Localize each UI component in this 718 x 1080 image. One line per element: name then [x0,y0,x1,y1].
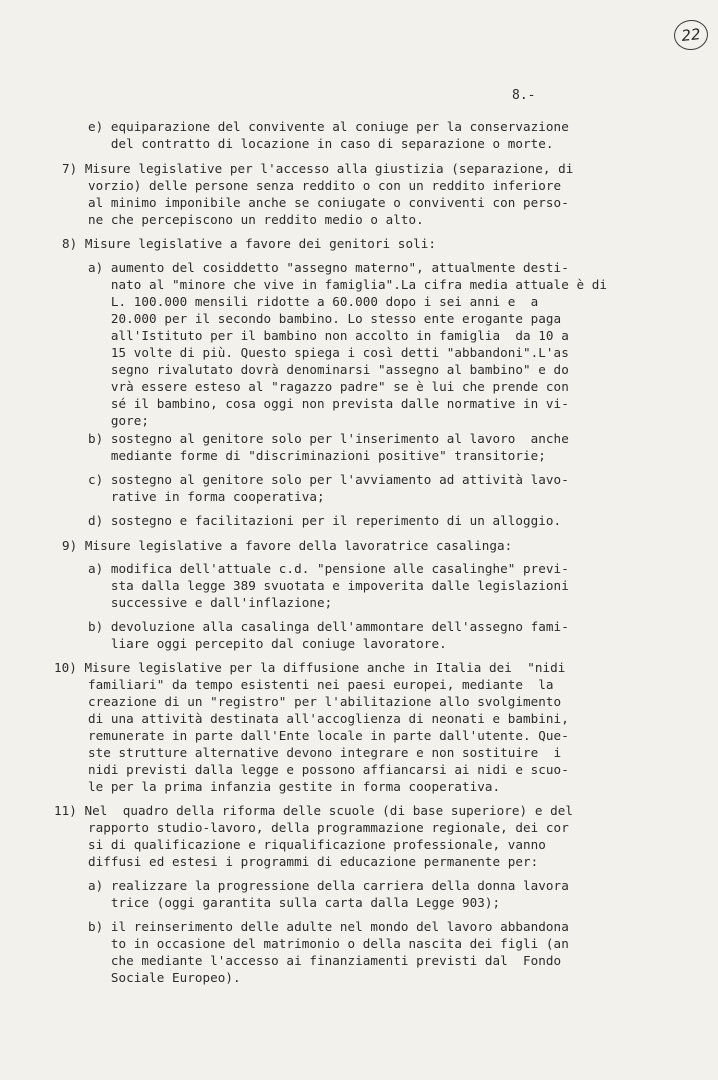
text-line: 15 volte di più. Questo spiega i così detti "abbandoni".L'as [88,345,569,360]
text-line: ne che percepiscono un reddito medio o alto. [88,212,424,227]
text-line: 7) Misure legislative per l'accesso alla giustizia (separazione, di [62,161,574,176]
text-line: successive e dall'inflazione; [88,595,333,610]
text-line: ste strutture alternative devono integrare e non sostituire i [88,745,562,760]
text-line: a) modifica dell'attuale c.d. "pensione alle casalinghe" previ- [88,561,569,576]
text-line: che mediante l'accesso ai finanziamenti previsti dal Fondo [88,953,562,968]
text-line: 20.000 per il secondo bambino. Lo stesso ente erogante paga [88,311,562,326]
text-line: to in occasione del matrimonio o della nascita dei figli (an [88,936,569,951]
text-line: familiari" da tempo esistenti nei paesi europei, mediante la [88,677,554,692]
text-line: rative in forma cooperativa; [88,489,325,504]
text-line: b) il reinserimento delle adulte nel mondo del lavoro abbandona [88,919,569,934]
text-line: sta dalla legge 389 svuotata e impoverita dalle legislazioni [88,578,569,593]
text-line: a) realizzare la progressione della carriera della donna lavora [88,878,569,893]
page-stamp: 22 [673,18,710,51]
text-line: L. 100.000 mensili ridotte a 60.000 dopo i sei anni e a [88,294,539,309]
text-line: all'Istituto per il bambino non accolto in famiglia da 10 a [88,328,569,343]
text-line: diffusi ed estesi i programmi di educazione permanente per: [88,854,539,869]
text-line: liare oggi percepito dal coniuge lavoratore. [88,636,447,651]
text-line: b) devoluzione alla casalinga dell'ammontare dell'assegno fami- [88,619,569,634]
text-line: di una attività destinata all'accoglienza di neonati e bambini, [88,711,569,726]
page-number: 8.- [512,88,536,103]
text-line: nidi previsti dalla legge e possono affiancarsi ai nidi e scuo- [88,762,569,777]
text-line: sé il bambino, cosa oggi non prevista dalle normative in vi- [88,396,569,411]
text-line: a) aumento del cosiddetto "assegno materno", attualmente desti- [88,260,569,275]
text-line: b) sostegno al genitore solo per l'inserimento al lavoro anche [88,431,569,446]
text-line: vorzio) delle persone senza reddito o con un reddito inferiore [88,178,562,193]
text-line: 9) Misure legislative a favore della lavoratrice casalinga: [62,538,513,553]
text-line: Sociale Europeo). [88,970,241,985]
text-line: si di qualificazione e riqualificazione professionale, vanno [88,837,546,852]
text-line: mediante forme di "discriminazioni positive" transitorie; [88,448,546,463]
text-line: e) equiparazione del convivente al coniuge per la conservazione [88,119,569,134]
text-line: 10) Misure legislative per la diffusione anche in Italia dei "nidi [54,660,566,675]
text-line: 11) Nel quadro della riforma delle scuole (di base superiore) e del [54,803,573,818]
text-line: creazione di un "registro" per l'abilitazione allo svolgimento [88,694,562,709]
text-line: le per la prima infanzia gestite in forma cooperativa. [88,779,501,794]
text-line: c) sostegno al genitore solo per l'avviamento ad attività lavo- [88,472,569,487]
text-line: 8) Misure legislative a favore dei genitori soli: [62,236,436,251]
text-line: gore; [88,413,150,428]
text-line: trice (oggi garantita sulla carta dalla Legge 903); [88,895,501,910]
text-line: al minimo imponibile anche se coniugate o conviventi con perso- [88,195,569,210]
text-line: segno rivalutato dovrà denominarsi "assegno al bambino" e do [88,362,569,377]
text-line: nato al "minore che vive in famiglia".La cifra media attuale è di [88,277,607,292]
text-line: vrà essere esteso al "ragazzo padre" se è lui che prende con [88,379,569,394]
text-line: remunerate in parte dall'Ente locale in parte dall'utente. Que- [88,728,569,743]
text-line: d) sostegno e facilitazioni per il reperimento di un alloggio. [88,513,562,528]
text-line: rapporto studio-lavoro, della programmazione regionale, dei cor [88,820,569,835]
text-line: del contratto di locazione in caso di separazione o morte. [88,136,554,151]
